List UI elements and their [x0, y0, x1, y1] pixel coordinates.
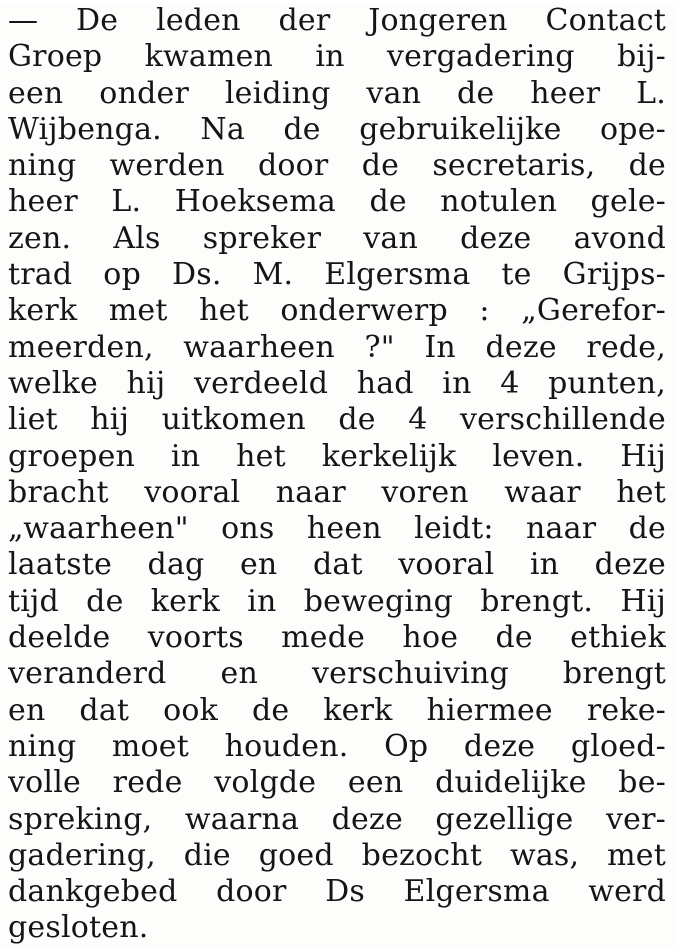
text-line: — De leden der Jongeren Contact — [8, 3, 666, 38]
text-line: deelde voorts mede hoe de ethiek — [8, 620, 666, 656]
text-line: welke hij verdeeld had in 4 punten, — [8, 365, 666, 401]
text-line: liet hij uitkomen de 4 verschillende — [8, 402, 666, 438]
text-line: ning moet houden. Op deze gloed- — [8, 728, 666, 764]
text-line: gesloten. — [8, 910, 149, 946]
text-line: spreking, waarna deze gezellige ver- — [8, 801, 666, 837]
text-line: volle rede volgde een duidelijke be- — [8, 765, 666, 801]
text-line: veranderd en verschuiving brengt — [8, 656, 666, 692]
text-line: heer L. Hoeksema de notulen gele- — [8, 184, 666, 220]
text-line: meerden, waarheen ?" In deze rede, — [8, 329, 666, 365]
text-line: gadering, die goed bezocht was, met — [8, 837, 666, 873]
text-line: Groep kwamen in vergadering bij- — [8, 39, 666, 75]
text-line: en dat ook de kerk hiermee reke- — [8, 692, 666, 728]
text-line: laatste dag en dat vooral in deze — [8, 547, 666, 583]
text-line: een onder leiding van de heer L. — [8, 75, 666, 111]
text-line: ning werden door de secretaris, de — [8, 148, 666, 184]
text-line: tijd de kerk in beweging brengt. Hij — [8, 583, 666, 619]
text-line: groepen in het kerkelijk leven. Hij — [8, 438, 666, 474]
text-line: kerk met het onderwerp : „Gerefor- — [8, 293, 666, 329]
text-line: „waarheen" ons heen leidt: naar de — [8, 511, 666, 547]
text-line: zen. Als spreker van deze avond — [8, 220, 666, 256]
text-line: trad op Ds. M. Elgersma te Grijps- — [8, 257, 666, 293]
text-line: Wijbenga. Na de gebruikelijke ope- — [8, 111, 666, 147]
text-line: dankgebed door Ds Elgersma werd — [8, 874, 666, 910]
newspaper-clipping — [0, 3, 676, 949]
text-line: bracht vooral naar voren waar het — [8, 474, 666, 510]
